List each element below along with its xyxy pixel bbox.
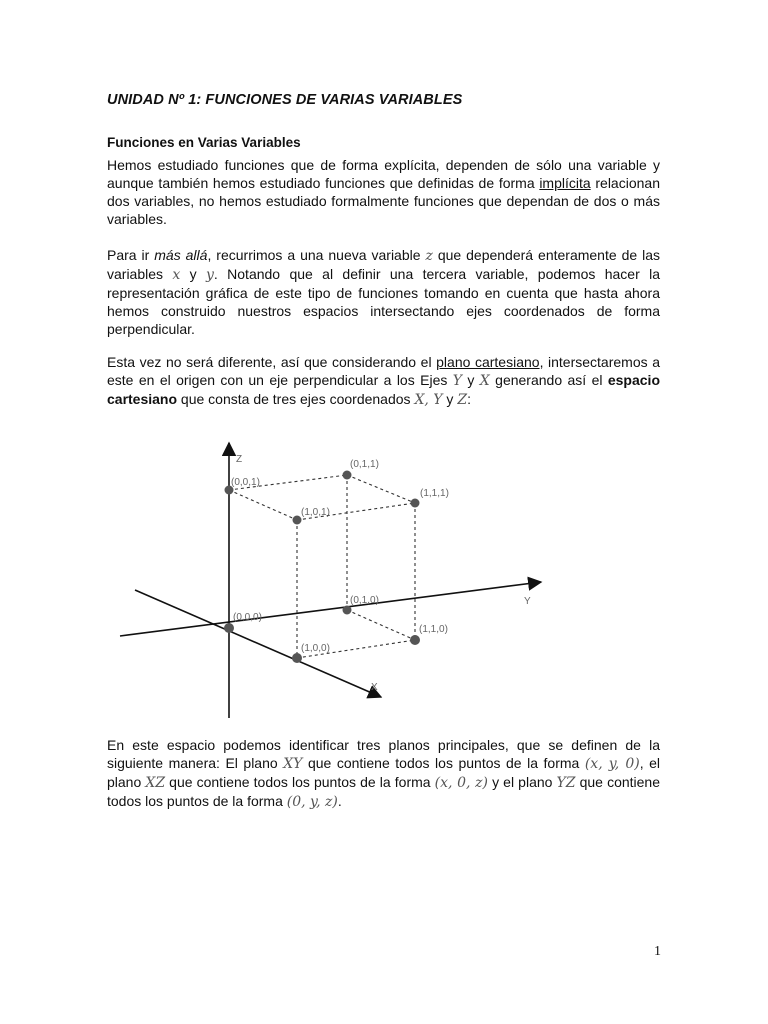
- label-010: (0,1,0): [350, 595, 379, 606]
- math-Z: Z: [457, 392, 468, 408]
- p3-text-a: Esta vez no será diferente, así que considerando el: [107, 354, 437, 370]
- math-z: z: [425, 248, 433, 264]
- p4-text-e: y el plano: [487, 774, 557, 790]
- term-implicita: implícita: [539, 175, 591, 191]
- p3-text-c: y: [462, 372, 480, 388]
- label-110: (1,1,0): [419, 624, 448, 635]
- p2-text-e: . Notando que al definir una tercera variable, podemos hacer la representación gráfica de este tipo de funciones tomando en cuenta que hasta ahora hemos construido nuestros espacios intersectando ejes coordenados de forma perpendicular.: [107, 266, 660, 337]
- math-XY-list: X, Y: [414, 392, 443, 408]
- paragraph-cartesian-space: [107, 353, 660, 409]
- p4-text-f: que contiene todos los puntos de la forma: [107, 774, 660, 809]
- point-000: [224, 623, 234, 633]
- math-point-0yz: (0, y, z): [286, 794, 338, 810]
- p3-text-f: y: [442, 391, 458, 407]
- point-010: [343, 606, 352, 615]
- term-espacio-cartesiano: espacio cartesiano: [107, 372, 660, 407]
- paragraph-intro: [107, 156, 660, 228]
- math-plane-YZ: YZ: [556, 775, 576, 791]
- p1-text-b: relacionan dos variables, no hemos estudiado formalmente funciones que dependan de dos o más variables.: [107, 175, 660, 227]
- p2-text-c: que dependerá enteramente de las variables: [107, 247, 661, 282]
- math-X: X: [479, 373, 490, 389]
- p4-text-b: que contiene todos los puntos de la forma: [302, 755, 585, 771]
- p3-text-g: :: [467, 391, 471, 407]
- axis-y-line: [120, 582, 541, 636]
- p3-text-e: que consta de tres ejes coordenados: [177, 391, 415, 407]
- cartesian-space-diagram: [0, 430, 768, 730]
- unit-title: UNIDAD Nº 1: FUNCIONES DE VARIAS VARIABLES: [107, 92, 463, 108]
- math-point-x0z: (x, 0, z): [434, 775, 488, 791]
- p4-text-d: que contiene todos los puntos de la forma: [165, 774, 435, 790]
- math-x: x: [172, 267, 181, 283]
- section-heading: Funciones en Varias Variables: [107, 135, 301, 150]
- p2-text-b: , recurrimos a una nueva variable: [207, 247, 426, 263]
- math-plane-XZ: XZ: [145, 775, 166, 791]
- term-plano-cartesiano: plano cartesiano: [436, 354, 540, 370]
- math-Y: Y: [452, 373, 462, 389]
- p3-text-b: , intersectaremos a este en el origen con un eje perpendicular a los Ejes: [107, 354, 660, 388]
- label-000: (0,0,0): [233, 612, 262, 623]
- point-111: [411, 499, 420, 508]
- axis-z-label: Z: [236, 454, 243, 465]
- paragraph-principal-planes: [107, 736, 660, 811]
- label-100: (1,0,0): [301, 643, 330, 654]
- math-plane-XY: XY: [283, 756, 303, 772]
- label-011: (0,1,1): [350, 459, 379, 470]
- paragraph-third-variable: [107, 246, 660, 338]
- math-point-xy0: (x, y, 0): [584, 756, 640, 772]
- p1-text-a: Hemos estudiado funciones que de forma explícita, dependen de sólo una variable y aunque también hemos estudiado funciones que definidas de forma: [107, 157, 660, 191]
- page-number: 1: [654, 944, 661, 959]
- axis-x-label: X: [371, 682, 378, 693]
- axis-x-line: [135, 590, 381, 697]
- label-111: (1,1,1): [420, 488, 449, 499]
- math-y: y: [206, 267, 214, 283]
- label-101: (1,0,1): [301, 507, 330, 518]
- point-100: [292, 653, 302, 663]
- point-011: [343, 471, 352, 480]
- point-110: [410, 635, 420, 645]
- p3-text-d: generando así el: [489, 372, 608, 388]
- label-001: (0,0,1): [231, 477, 260, 488]
- p4-text-c: , el plano: [107, 755, 660, 790]
- p2-text-d: y: [180, 266, 206, 282]
- term-mas-alla: más allá: [154, 247, 208, 263]
- axis-y-label: Y: [524, 596, 531, 607]
- p4-text-a: En este espacio podemos identificar tres planos principales, que se definen de la siguiente manera: El plano: [107, 737, 660, 771]
- p4-text-g: .: [337, 793, 342, 809]
- cube-edges: [229, 475, 415, 658]
- p2-text-a: Para ir: [107, 247, 155, 263]
